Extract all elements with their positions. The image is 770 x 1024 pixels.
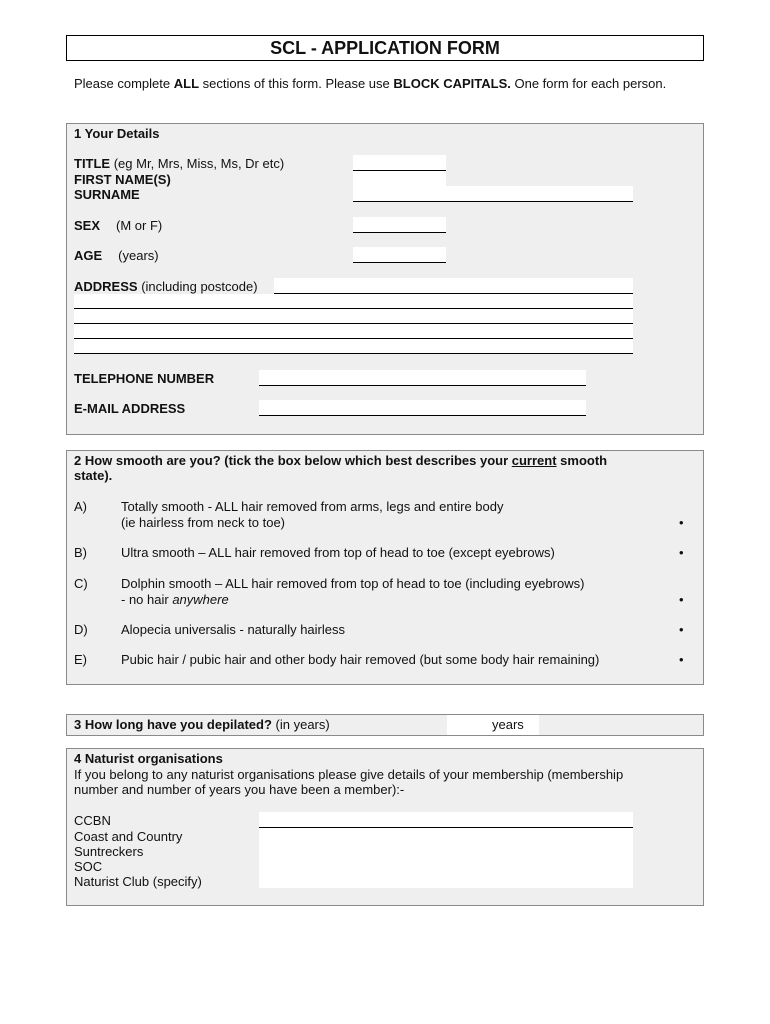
org-label-suntreckers: Suntreckers <box>74 844 144 859</box>
age-underline <box>353 262 446 263</box>
option-d-tick-box[interactable]: • <box>679 622 684 637</box>
address-field-line-2[interactable] <box>74 294 633 308</box>
title-label <box>74 156 284 171</box>
address-hint: (including postcode) <box>137 279 258 294</box>
option-a-label: Totally smooth - ALL hair removed from arms, legs and entire body <box>121 499 504 514</box>
suntreckers-field[interactable] <box>259 843 633 858</box>
address-underline <box>74 353 633 354</box>
sex-underline <box>353 232 446 233</box>
sex-field[interactable] <box>353 217 446 232</box>
option-c-sublabel-text: - no hair <box>121 592 173 607</box>
option-a-sublabel: (ie hairless from neck to toe) <box>121 515 286 530</box>
telephone-label: TELEPHONE NUMBER <box>74 371 215 386</box>
intro-emphasis-all: ALL <box>173 76 200 91</box>
depilation-hint: (in years) <box>271 717 330 732</box>
option-c-label: Dolphin smooth – ALL hair removed from top of head to toe (including eyebrows) <box>121 576 585 591</box>
section-your-details <box>66 123 704 435</box>
title-label-text: TITLE <box>74 156 111 171</box>
intro-text <box>74 76 694 92</box>
org-label-soc: SOC <box>74 859 103 874</box>
heading-text: smooth <box>556 453 608 468</box>
age-field[interactable] <box>353 247 446 262</box>
option-letter: D) <box>74 622 88 637</box>
telephone-field[interactable] <box>259 370 586 385</box>
surname-label: SURNAME <box>74 187 140 202</box>
option-e-tick-box[interactable]: • <box>679 652 684 667</box>
heading-emphasis-current: current <box>511 453 557 468</box>
section-heading <box>74 453 607 468</box>
first-name-field[interactable] <box>353 171 446 186</box>
depilation-question-text: 3 How long have you depilated? <box>74 717 272 732</box>
coast-and-country-field[interactable] <box>259 828 633 843</box>
email-label: E-MAIL ADDRESS <box>74 401 186 416</box>
sex-label-text: SEX <box>74 218 101 233</box>
surname-field[interactable] <box>353 186 633 201</box>
org-label-naturist-club: Naturist Club (specify) <box>74 874 202 889</box>
option-letter: A) <box>74 499 87 514</box>
age-label <box>74 248 159 263</box>
title-hint: (eg Mr, Mrs, Miss, Ms, Dr etc) <box>110 156 285 171</box>
option-c-tick-box[interactable]: • <box>679 592 684 607</box>
email-field[interactable] <box>259 400 586 415</box>
org-label-coast-and-country: Coast and Country <box>74 829 183 844</box>
heading-text: 2 How smooth are you? (tick the box below which best describes your <box>74 453 512 468</box>
section-heading: 4 Naturist organisations <box>74 751 223 766</box>
form-title: SCL - APPLICATION FORM <box>66 35 704 61</box>
telephone-underline <box>259 385 586 386</box>
soc-field[interactable] <box>259 858 633 873</box>
intro-text-part: sections of this form. Please use <box>199 76 394 91</box>
address-field-line-1[interactable] <box>274 278 633 293</box>
option-letter: B) <box>74 545 87 560</box>
section-naturist-organisations <box>66 748 704 906</box>
section-depilation-years <box>66 714 704 736</box>
age-label-text: AGE <box>74 248 103 263</box>
option-letter: E) <box>74 652 87 667</box>
title-field[interactable] <box>353 155 446 170</box>
option-letter: C) <box>74 576 88 591</box>
address-label <box>74 279 258 294</box>
address-label-text: ADDRESS <box>74 279 138 294</box>
ccbn-field[interactable] <box>259 812 633 827</box>
first-name-label: FIRST NAME(S) <box>74 172 171 187</box>
sex-hint: (M or F) <box>116 218 163 233</box>
option-d-label: Alopecia universalis - naturally hairless <box>121 622 345 637</box>
option-c-sublabel-emphasis: anywhere <box>172 592 229 607</box>
intro-text-part: One form for each person. <box>510 76 667 91</box>
option-e-label: Pubic hair / pubic hair and other body hair removed (but some body hair remaining) <box>121 652 600 667</box>
sex-label <box>74 218 162 233</box>
address-field-line-5[interactable] <box>74 339 633 353</box>
section-smoothness <box>66 450 704 685</box>
address-field-line-4[interactable] <box>74 324 633 338</box>
section-heading: 1 Your Details <box>74 126 160 141</box>
address-field-line-3[interactable] <box>74 309 633 323</box>
surname-underline <box>353 201 633 202</box>
age-hint: (years) <box>118 248 159 263</box>
section-heading-continued: state). <box>74 468 113 483</box>
option-b-label: Ultra smooth – ALL hair removed from top of head to toe (except eyebrows) <box>121 545 555 560</box>
section-description: If you belong to any naturist organisations please give details of your membership (membership <box>74 767 624 782</box>
depilation-question <box>74 717 330 732</box>
option-c-sublabel <box>121 592 229 607</box>
years-unit-label: years <box>492 717 524 732</box>
intro-text-part: Please complete <box>74 76 174 91</box>
intro-emphasis-capitals: BLOCK CAPITALS. <box>393 76 511 91</box>
email-underline <box>259 415 586 416</box>
naturist-club-field[interactable] <box>259 873 633 888</box>
option-b-tick-box[interactable]: • <box>679 545 684 560</box>
org-label-ccbn: CCBN <box>74 813 111 828</box>
option-a-tick-box[interactable]: • <box>679 515 684 530</box>
section-description-continued: number and number of years you have been a member):- <box>74 782 405 797</box>
